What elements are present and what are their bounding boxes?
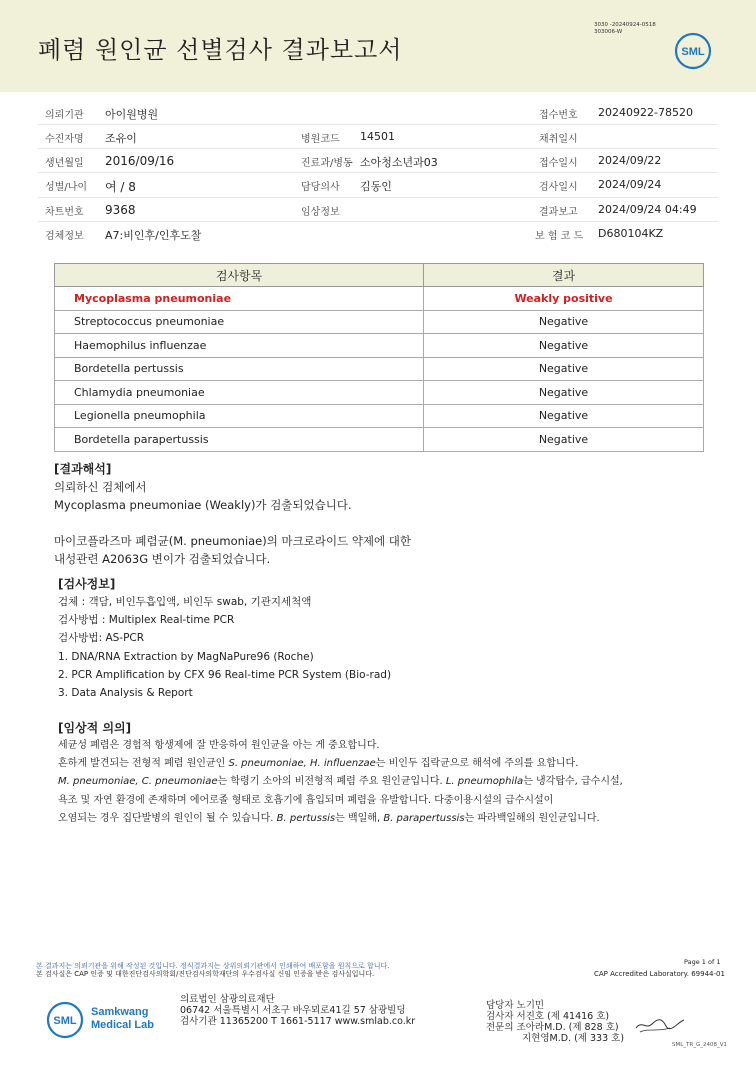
sml-logo xyxy=(674,32,712,70)
svg-text:SML: SML xyxy=(681,46,705,58)
clinical-title: [임상적 의의] xyxy=(58,721,132,735)
sml-footer-logo xyxy=(45,1000,154,1044)
lab-address: 의료법인 삼광의료재단 06742 서울특별시 서초구 바우뫼로41길 57 삼광빌딩 검사기관 11365200 T 1661-5117 www.smlab.co.kr xyxy=(180,994,416,1027)
interpretation-title: [결과해석] xyxy=(54,462,112,476)
column-header-result: 결과 xyxy=(424,264,704,287)
table-row: Bordetella pertussis Negative xyxy=(55,357,704,381)
svg-text:SML: SML xyxy=(53,1015,77,1027)
doctor-value: 김동인 xyxy=(360,180,392,193)
table-row: Chlamydia pneumoniae Negative xyxy=(55,381,704,405)
receipt-date-value: 2024/09/22 xyxy=(598,154,662,167)
test-info-title: [검사정보] xyxy=(58,577,116,591)
dob-value: 2016/09/16 xyxy=(105,154,175,168)
report-header xyxy=(0,0,756,92)
table-row: Legionella pneumophila Negative xyxy=(55,404,704,428)
results-table xyxy=(54,263,704,452)
table-row: Haemophilus influenzae Negative xyxy=(55,334,704,358)
test-date-value: 2024/09/24 xyxy=(598,178,662,191)
patient-name-value: 조유이 xyxy=(105,132,137,145)
report-date-value: 2024/09/24 04:49 xyxy=(598,203,697,216)
signature-image xyxy=(634,1016,686,1034)
receipt-no-value: 20240922-78520 xyxy=(598,106,693,119)
column-header-item: 검사항목 xyxy=(55,264,424,287)
test-info-section: 검체 : 객담, 비인두흡입액, 비인두 swab, 기관지세척액 검사방법 : Multiplex Real-time PCR 검사방법: AS-PCR 1. DNA/RNA Extraction by MagNaPure96 (Roche) 2. PCR Amplification by CFX 96 Real-time PCR System (Bio-rad) 3. Data Analysis & Report xyxy=(58,596,392,700)
table-row: Streptococcus pneumoniae Negative xyxy=(55,310,704,334)
cap-accreditation: CAP Accredited Laboratory. 69944-01 xyxy=(594,970,725,978)
chart-no-value: 9368 xyxy=(105,203,136,217)
clinical-section: 세균성 폐렴은 경험적 항생제에 잘 반응하여 원인균을 아는 게 중요합니다. 흔하게 발견되는 전형적 폐렴 원인균인 S. pneumoniae, H. influenzae는 비인두 집락균으로 해석에 주의를 요합니다. M. pneumoniae, C. pneumoniae는 학령기 소아의 비전형적 폐렴 주요 원인균입니다. L. pneumophila는 냉각탑수, 급수시설, 욕조 및 자연 환경에 존재하며 에어로졸 형태로 호흡기에 흡입되며 폐렴을 유발합니다. 다중이용시설의 급수시설이 오염되는 경우 집단발병의 원인이 될 수 있습니다. B. pertussis는 백일해, B. parapertussis는 파라백일해의 원인균입니다. xyxy=(58,740,623,824)
sml-logo-icon xyxy=(45,1000,85,1040)
form-code: SML_TR_G_2408_V1 xyxy=(672,1042,728,1048)
brand-name: Samkwang Medical Lab xyxy=(91,1006,154,1031)
footer-notice: 본 결과지는 의뢰기관을 위해 작성된 것입니다. 정식결과지는 상위의뢰기관에서 인쇄하여 배포함을 원칙으로 합니다. 본 검사실은 CAP 인증 및 대한진단검사의학회/진단검사의학재단의 우수검사실 신임 인증을 받은 검사실입니다. xyxy=(36,962,390,978)
insurance-code-value: D680104KZ xyxy=(598,227,664,240)
specimen-value: A7:비인후/인후도찰 xyxy=(105,229,202,242)
hospital-code-value: 14501 xyxy=(360,130,395,143)
table-row: Bordetella parapertussis Negative xyxy=(55,428,704,452)
sex-age-value: 여 / 8 xyxy=(105,180,136,194)
signatories: 담당자 노기민 검사자 서진호 (제 41416 호) 전문의 조아라M.D. (제 828 호) 지현영M.D. (제 333 호) xyxy=(486,1000,624,1044)
table-row: Mycoplasma pneumoniae Weakly positive xyxy=(55,287,704,311)
interpretation-section: [결과해석] 의뢰하신 검체에서 Mycoplasma pneumoniae (Weakly)가 검출되었습니다. 마이코플라즈마 폐렴균(M. pneumoniae)의 마크로라이드 약제에 대한 내성관련 A2063G 변이가 검출되었습니다. xyxy=(54,462,412,566)
requester-value: 아이원병원 xyxy=(105,108,159,121)
page-number: Page 1 of 1 xyxy=(684,958,721,966)
document-number: 3030 -20240924-0518 303006-W xyxy=(594,22,656,35)
dept-value: 소아청소년과03 xyxy=(360,156,438,169)
report-title: 폐렴 원인균 선별검사 결과보고서 xyxy=(38,36,403,64)
